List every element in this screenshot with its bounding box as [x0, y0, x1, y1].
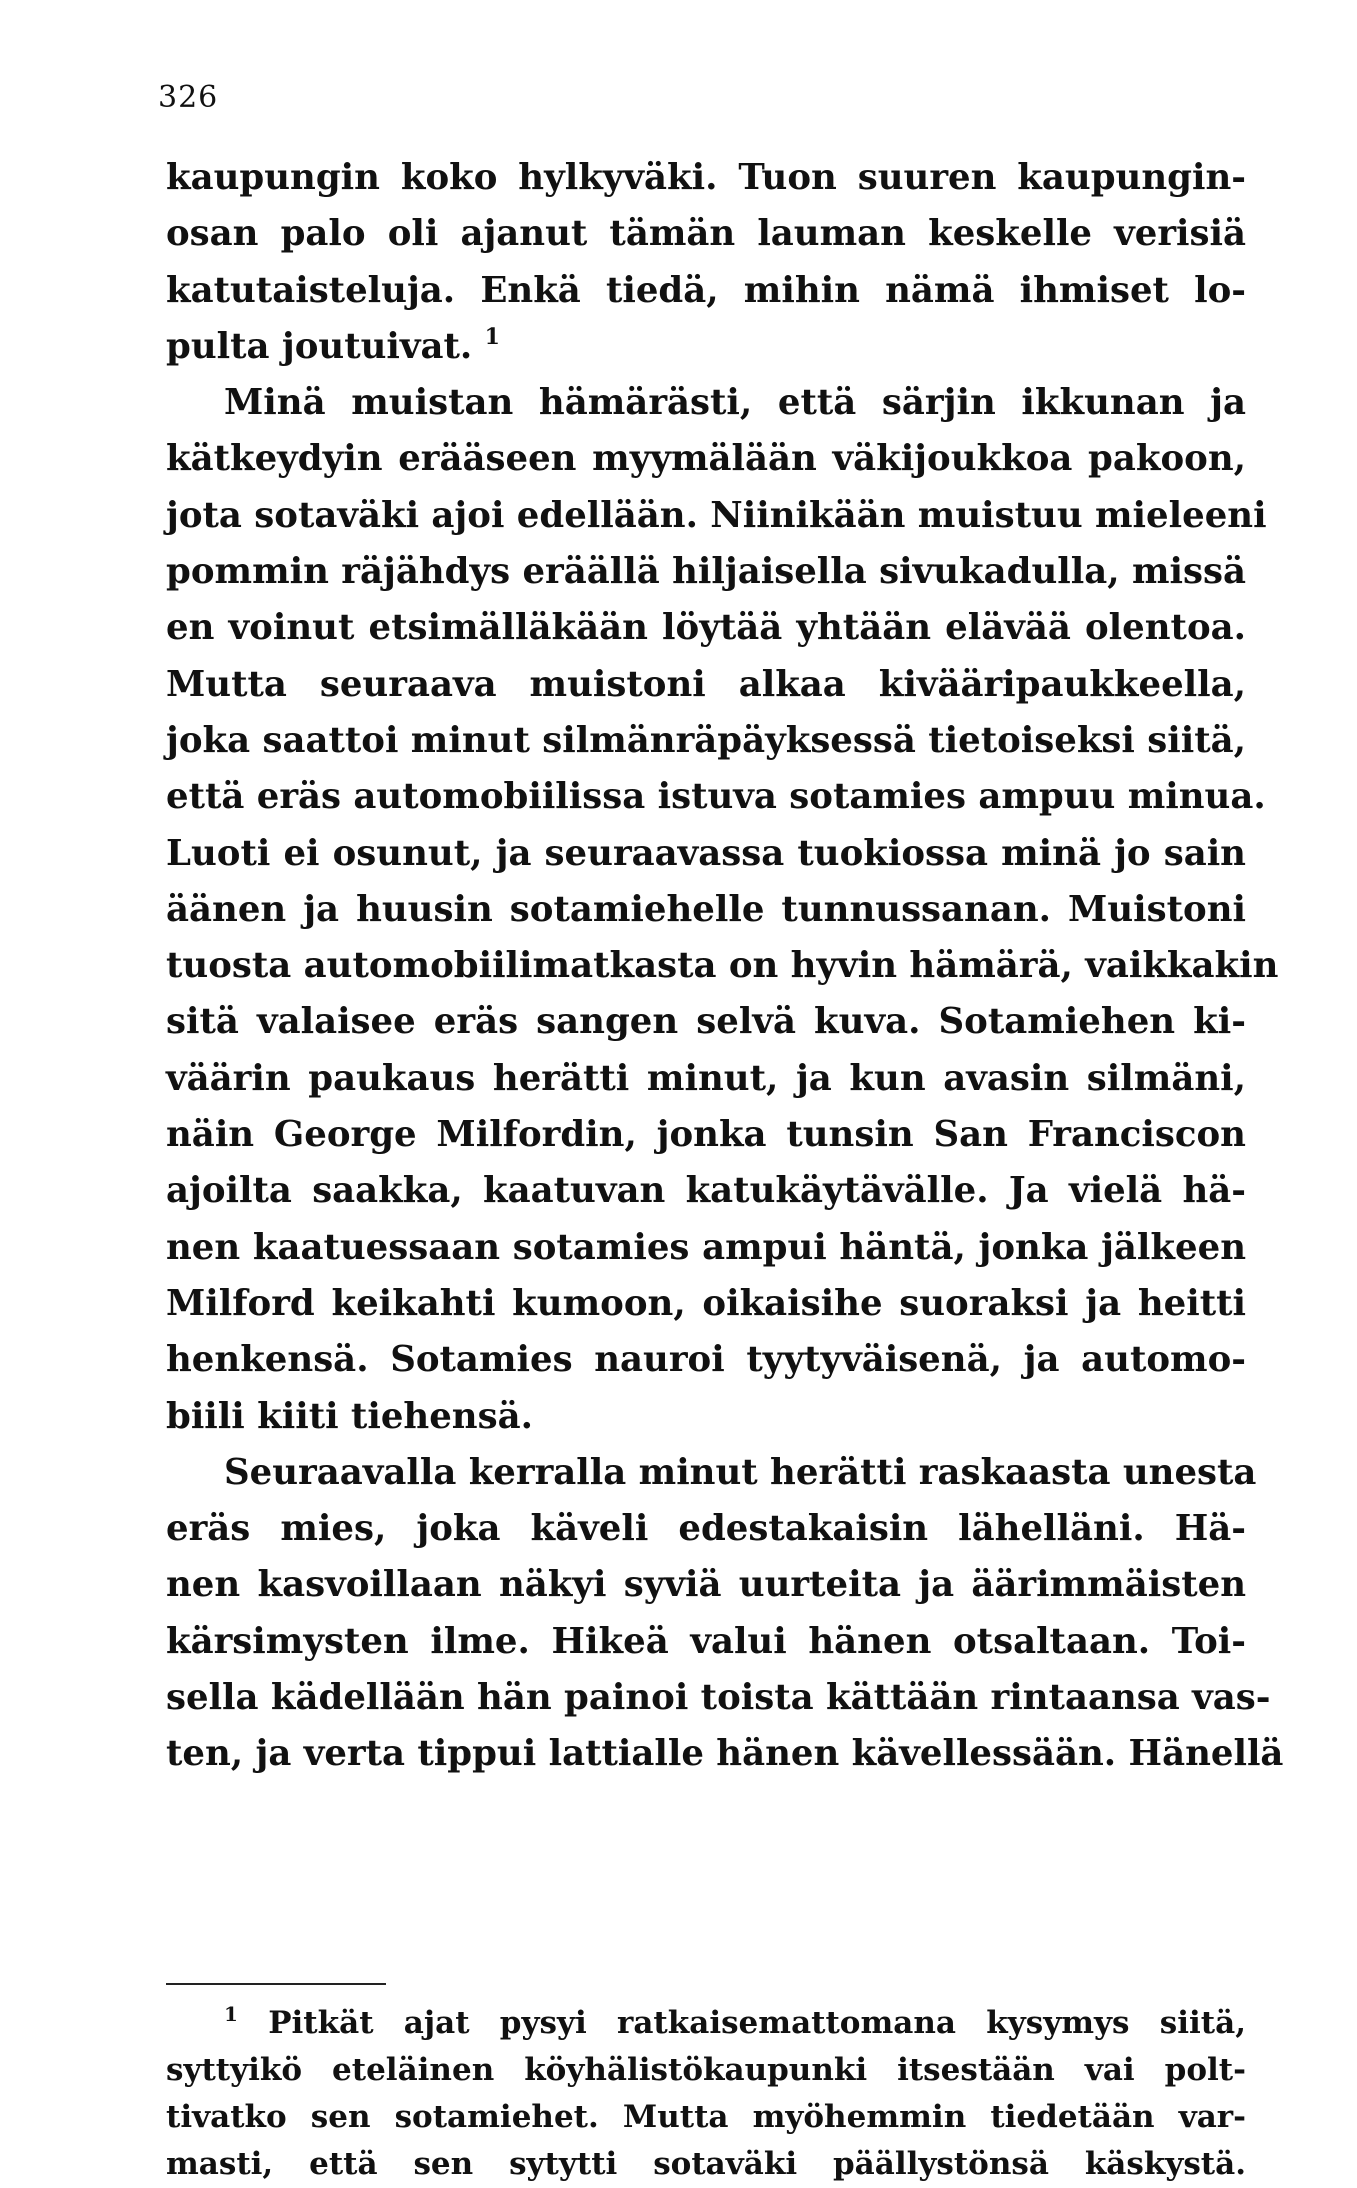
body-line: nen kaatuessaan sotamies ampui häntä, jonka jälkeen	[166, 1226, 1246, 1268]
footnote-divider	[166, 1983, 386, 1985]
body-line: äänen ja huusin sotamiehelle tunnussanan. Muistoni	[166, 888, 1246, 930]
body-line: Milford keikahti kumoon, oikaisihe suoraksi ja heitti	[166, 1282, 1246, 1324]
paragraph-start: Seuraavalla kerralla minut herätti raskaasta unesta	[224, 1451, 1257, 1493]
footnote-reference: 1	[484, 323, 500, 350]
body-line: osan palo oli ajanut tämän lauman keskelle verisiä	[166, 213, 1246, 255]
body-line: joka saattoi minut silmänräpäyksessä tietoiseksi siitä,	[166, 719, 1246, 761]
body-line: kaupungin koko hylkyväki. Tuon suuren kaupungin-	[166, 157, 1246, 198]
body-line: kärsimysten ilme. Hikeä valui hänen otsaltaan. Toi-	[166, 1620, 1246, 1662]
body-line: ajoilta saakka, kaatuvan katukäytävälle. Ja vielä hä-	[166, 1170, 1246, 1212]
body-line: ten, ja verta tippui lattialle hänen kävellessään. Hänellä	[166, 1733, 1284, 1775]
footnote-marker: 1	[224, 2002, 238, 2026]
body-line: en voinut etsimälläkään löytää yhtään elävää olentoa.	[166, 607, 1246, 649]
body-line: näin George Milfordin, jonka tunsin San Franciscon	[166, 1114, 1246, 1156]
body-line: sitä valaisee eräs sangen selvä kuva. Sotamiehen ki-	[166, 1001, 1246, 1043]
body-text	[166, 150, 1284, 1783]
body-line: sella kädellään hän painoi toista kättään rintaansa vas-	[166, 1677, 1271, 1719]
body-line: tuosta automobiilimatkasta on hyvin hämärä, vaikkakin	[166, 945, 1279, 987]
body-line: henkensä. Sotamies nauroi tyytyväisenä, ja automo-	[166, 1339, 1246, 1381]
body-line: väärin paukaus herätti minut, ja kun avasin silmäni,	[166, 1057, 1246, 1099]
body-line: että eräs automobiilissa istuva sotamies ampuu minua.	[166, 776, 1266, 818]
body-line: katutaisteluja. Enkä tiedä, mihin nämä ihmiset lo-	[166, 269, 1246, 311]
body-line: pommin räjähdys eräällä hiljaisella sivukadulla, missä	[166, 551, 1246, 593]
body-line: jota sotaväki ajoi edellään. Niinikään muistuu mieleeni	[166, 494, 1267, 536]
body-line: biili kiiti tiehensä.	[166, 1395, 533, 1437]
body-line: kätkeydyin erääseen myymälään väkijoukkoa pakoon,	[166, 438, 1246, 480]
paragraph-start: Minä muistan hämärästi, että särjin ikkunan ja	[224, 382, 1246, 424]
footnote-line: masti, että sen sytytti sotaväki päällystönsä käskystä.	[166, 2146, 1246, 2182]
page-number: 326	[158, 80, 219, 115]
footnote-line: tivatko sen sotamiehet. Mutta myöhemmin tiedetään var-	[166, 2099, 1246, 2135]
body-line: Luoti ei osunut, ja seuraavassa tuokiossa minä jo sain	[166, 832, 1246, 874]
body-line: eräs mies, joka käveli edestakaisin lähelläni. Hä-	[166, 1508, 1246, 1550]
footnote	[166, 2000, 1246, 2188]
body-line-text: pulta joutuivat.	[166, 325, 473, 367]
footnote-line: syttyikö eteläinen köyhälistökaupunki itsestään vai polt-	[166, 2052, 1246, 2088]
footnote-line	[166, 2000, 1246, 2047]
body-line	[166, 319, 1246, 375]
footnote-line-text: Pitkät ajat pysyi ratkaisemattomana kysymys siitä,	[268, 2005, 1246, 2041]
body-line: Mutta seuraava muistoni alkaa kivääripaukkeella,	[166, 663, 1246, 705]
body-line: nen kasvoillaan näkyi syviä uurteita ja äärimmäisten	[166, 1564, 1246, 1606]
